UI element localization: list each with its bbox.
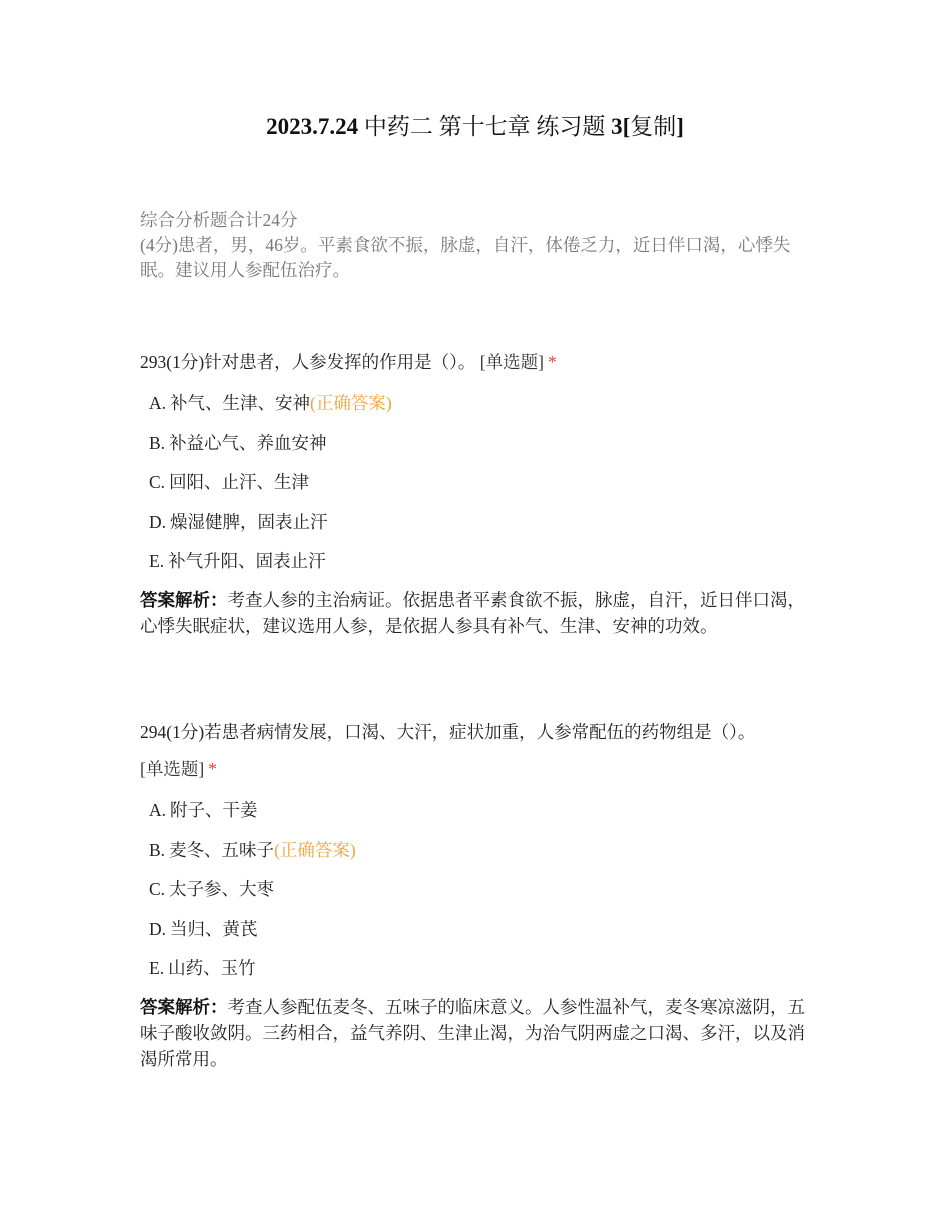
option-b — [140, 831, 815, 871]
section-summary: 综合分析题合计24分 — [140, 210, 298, 230]
option-letter: A. — [149, 393, 167, 413]
option-letter: D. — [149, 918, 167, 939]
option-text: 回阳、止汗、生津 — [169, 472, 310, 492]
option-d — [140, 503, 815, 543]
analysis-text: 考查人参配伍麦冬、五味子的临床意义。人参性温补气，麦冬寒凉滋阴，五味子酸收敛阴。三药相合，益气养阴、生津止渴，为治气阴两虚之口渴、多汗，以及消渴所常用。 — [140, 996, 805, 1069]
option-e — [140, 949, 815, 989]
option-d — [140, 910, 815, 950]
question-stem — [140, 720, 815, 782]
option-letter: E. — [149, 551, 165, 571]
required-mark: * — [547, 352, 557, 372]
option-letter: A. — [149, 800, 167, 820]
correct-answer-tag: (正确答案) — [310, 393, 392, 413]
option-letter: D. — [149, 511, 167, 532]
question-block — [140, 350, 815, 639]
option-letter: B. — [149, 432, 166, 453]
analysis-label: 答案解析： — [140, 996, 228, 1017]
option-c — [140, 870, 815, 910]
option-a — [140, 791, 815, 831]
page-title — [0, 112, 950, 142]
question-text: 293(1分)针对患者，人参发挥的作用是（）。 — [140, 352, 476, 372]
option-text: 附子、干姜 — [170, 800, 258, 820]
intro-section — [140, 208, 815, 283]
option-letter: C. — [149, 879, 166, 899]
option-e — [140, 542, 815, 582]
title-number: 3[ — [611, 114, 631, 139]
option-text: 补气、生津、安神 — [170, 393, 311, 413]
answer-analysis — [140, 994, 815, 1072]
title-text: 中药二 第十七章 练习题 — [358, 114, 612, 139]
question-text: 294(1分)若患者病情发展，口渴、大汗，症状加重，人参常配伍的药物组是（）。 — [140, 722, 756, 742]
question-block — [140, 720, 815, 1072]
option-text: 山药、玉竹 — [168, 958, 256, 978]
option-list — [140, 791, 815, 989]
option-text: 补益心气、养血安神 — [169, 432, 327, 453]
option-c — [140, 463, 815, 503]
option-letter: E. — [149, 958, 165, 978]
title-copy-label: 复制 — [630, 114, 677, 139]
analysis-label: 答案解析： — [140, 589, 228, 610]
option-text: 太子参、大枣 — [169, 879, 275, 899]
option-text: 补气升阳、固表止汗 — [168, 551, 326, 571]
option-list — [140, 384, 815, 582]
analysis-text: 考查人参的主治病证。依据患者平素食欲不振，脉虚，自汗，近日伴口渴，心悸失眠症状，建议选用人参，是依据人参具有补气、生津、安神的功效。 — [140, 589, 805, 636]
option-letter: B. — [149, 839, 166, 860]
title-bracket: ] — [676, 114, 684, 139]
case-description: (4分)患者，男，46岁。平素食欲不振，脉虚，自汗，体倦乏力，近日伴口渴，心悸失眠。建议用人参配伍治疗。 — [140, 235, 791, 280]
option-a — [140, 384, 815, 424]
title-date: 2023.7.24 — [266, 114, 359, 139]
correct-answer-tag: (正确答案) — [274, 839, 356, 860]
option-letter: C. — [149, 472, 166, 492]
question-stem — [140, 350, 815, 375]
question-type: [单选题] — [140, 759, 205, 779]
required-mark: * — [208, 759, 217, 779]
option-text: 当归、黄芪 — [170, 918, 258, 939]
option-text: 燥湿健脾，固表止汗 — [170, 511, 328, 532]
question-type: [单选题] — [479, 352, 544, 372]
option-text: 麦冬、五味子 — [169, 839, 275, 860]
answer-analysis — [140, 587, 815, 639]
option-b — [140, 424, 815, 464]
